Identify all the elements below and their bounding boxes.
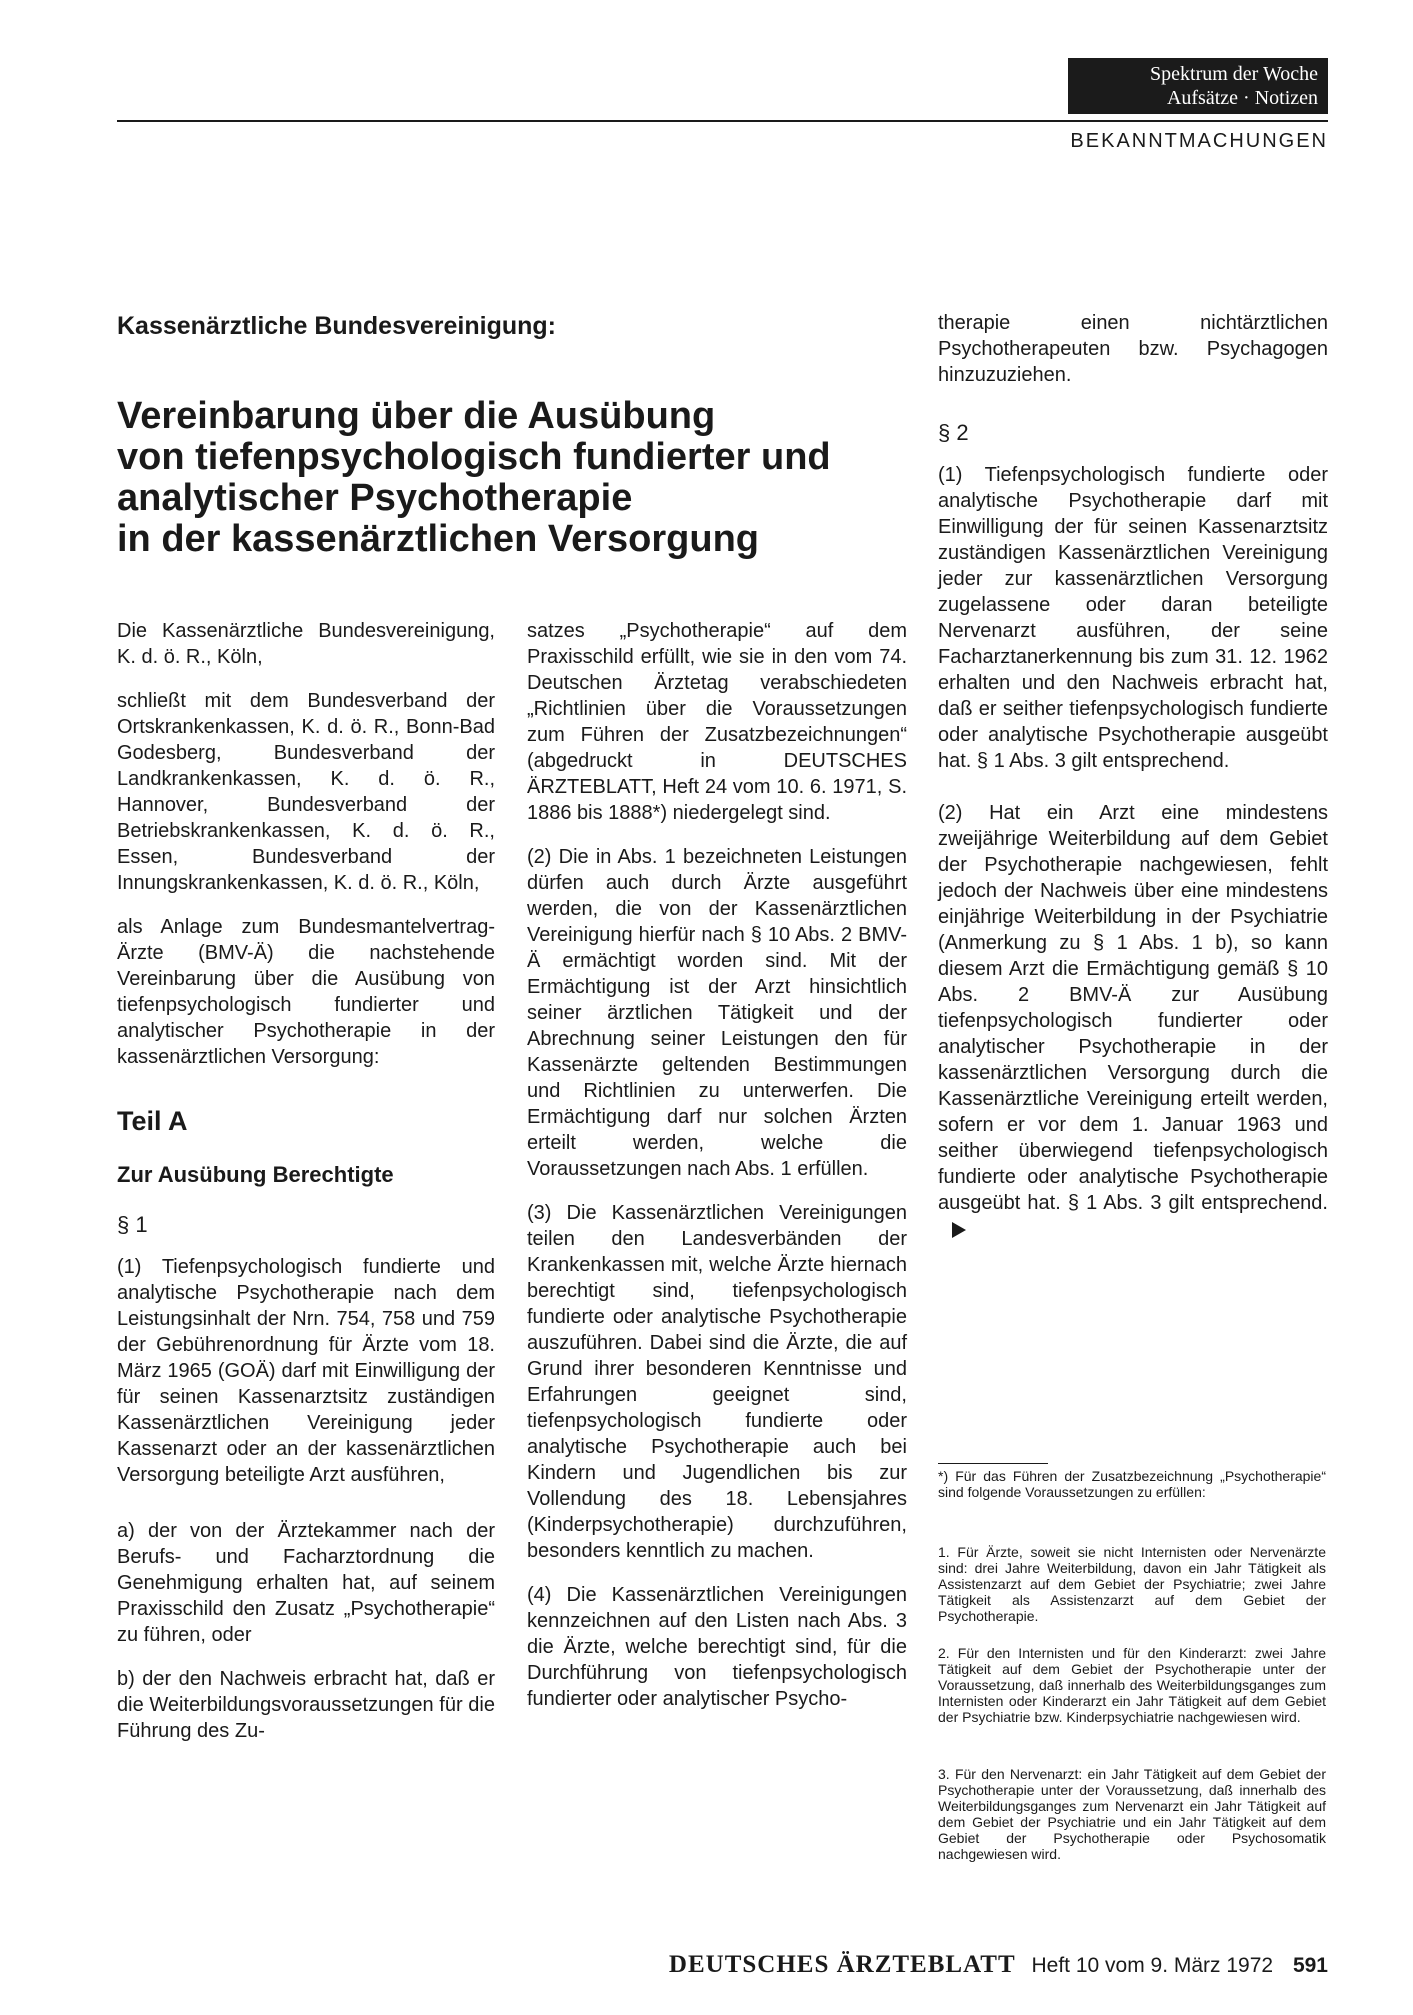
section-badge (1068, 58, 1328, 114)
column-1 (117, 618, 495, 1762)
article-kicker: Kassenärztliche Bundesvereinigung: (117, 312, 557, 340)
section-badge-line1: Spektrum der Woche (1150, 63, 1318, 85)
teil-heading: Teil A (117, 1106, 188, 1136)
title-line: Vereinbarung über die Ausübung (117, 395, 716, 437)
journal-name: DEUTSCHES ÄRZTEBLATT (668, 1951, 1016, 1978)
title-line: analytischer Psychotherapie (117, 477, 633, 519)
title-line: von tiefenpsychologisch fundierter und (117, 436, 831, 478)
col1-paragraph: als Anlage zum Bundesmantelvertrag-Ärzte (BMV-Ä) die nachstehende Vereinbarung über die Ausübung von tiefenpsychologisch fundierter und analytischer Psychotherapie in der kassenärztlichen Versorgung: (117, 916, 495, 1068)
issue-info: Heft 10 vom 9. März 1972 (1031, 1954, 1274, 1977)
col3-paragraph-text: (2) Hat ein Arzt eine mindestens zweijährige Weiterbildung auf dem Gebiet der Psychotherapie nachgewiesen, fehlt jedoch der Nachweis über eine mindestens einjährige Weiterbildung in der Psychiatrie (Anmerkung zu § 1 Abs. 1 b), so kann diesem Arzt die Ermächtigung gemäß § 10 Abs. 2 BMV-Ä zur Ausübung tiefenpsychologisch fundierter oder analytischer Psychotherapie in der kassenärztlichen Versorgung durch die Kassenärztliche Vereinigung erteilt werden, sofern er vor dem 1. Januar 1963 und seither überwiegend tiefenpsychologisch fundierte oder analytische Psychotherapie ausgeübt hat. § 1 Abs. 3 gilt entsprechend. (938, 802, 1328, 1214)
title-line: in der kassenärztlichen Versorgung (117, 518, 759, 560)
section-label: BEKANNTMACHUNGEN (1070, 130, 1328, 152)
footnote: 3. Für den Nervenarzt: ein Jahr Tätigkeit auf dem Gebiet der Psychotherapie unter der Voraussetzung, daß innerhalb des Weiterbildungsganges zum Nervenarzt ein Jahr Tätigkeit auf dem Gebiet der Psychiatrie und ein Jahr Tätigkeit auf dem Gebiet der Psychotherapie oder Psychosomatik nachgewiesen wird. (938, 1766, 1326, 1862)
col2-paragraph: satzes „Psychotherapie“ auf dem Praxisschild erfüllt, wie sie in den vom 74. Deutschen Ärztetag verabschiedeten „Richtlinien über die Voraussetzungen zum Führen der Zusatzbezeichnungen“ (abgedruckt in DEUTSCHES ÄRZTEBLATT, Heft 24 vom 10. 6. 1971, S. 1886 bis 1888*) niedergelegt sind. (527, 620, 907, 824)
footnote: *) Für das Führen der Zusatzbezeichnung „Psychotherapie“ sind folgende Voraussetzungen zu erfüllen: (938, 1468, 1326, 1500)
paragraph-symbol-1: § 1 (117, 1212, 148, 1237)
article-title (117, 396, 937, 560)
col3-paragraph: therapie einen nichtärztlichen Psychotherapeuten bzw. Psychagogen hinzuzuziehen. (938, 312, 1328, 386)
footnote: 1. Für Ärzte, soweit sie nicht Internisten oder Nervenärzte sind: drei Jahre Weiterbildung, davon ein Jahr Tätigkeit als Assistenzarzt auf dem Gebiet der Psychiatrie; zwei Jahre Tätigkeit als Assistenzarzt auf dem Gebiet der Psychotherapie. (938, 1544, 1326, 1624)
footnote-rule (938, 1463, 1048, 1464)
paragraph-symbol-2: § 2 (938, 420, 969, 445)
page-number: 591 (1292, 1954, 1328, 1977)
col1-paragraph: schließt mit dem Bundesverband der Ortskrankenkassen, K. d. ö. R., Bonn-Bad Godesberg, Bundesverband der Landkrankenkassen, K. d. ö. R., Hannover, Bundesverband der Betriebskrankenkassen, K. d. ö. R., Essen, Bundesverband der Innungskrankenkassen, K. d. ö. R., Köln, (117, 690, 495, 894)
col1-paragraph: b) der den Nachweis erbracht hat, daß er die Weiterbildungsvoraussetzungen für die Führung des Zu- (117, 1668, 495, 1742)
subheading: Zur Ausübung Berechtigte (117, 1162, 394, 1187)
continue-arrow-icon (952, 1222, 966, 1238)
col3-paragraph: (1) Tiefenpsychologisch fundierte oder analytische Psychotherapie darf mit Einwilligung der für seinen Kassenarztsitz zuständigen Kassenärztlichen Vereinigung jeder zur kassenärztlichen Versorgung zugelassene oder daran beteiligte Nervenarzt ausführen, der seine Facharztanerkennung bis zum 31. 12. 1962 erhalten und den Nachweis erbracht hat, daß er seither tiefenpsychologisch fundierte oder analytische Psychotherapie ausgeübt hat. § 1 Abs. 3 gilt entsprechend. (938, 464, 1328, 772)
col1-paragraph: (1) Tiefenpsychologisch fundierte und analytische Psychotherapie nach dem Leistungsinhalt der Nrn. 754, 758 und 759 der Gebührenordnung für Ärzte vom 18. März 1965 (GOÄ) darf mit Einwilligung der für seinen Kassenarztsitz zuständigen Kassenärztlichen Vereinigung jeder Kassenarzt oder an der kassenärztlichen Versorgung beteiligte Arzt ausführen, (117, 1256, 495, 1486)
page-footer (560, 1951, 1328, 1979)
col1-paragraph: a) der von der Ärztekammer nach der Berufs- und Facharztordnung die Genehmigung erhalten hat, auf seinem Praxisschild den Zusatz „Psychotherapie“ zu führen, oder (117, 1520, 495, 1646)
col3-paragraph (938, 800, 1328, 1242)
col1-paragraph: Die Kassenärztliche Bundesvereinigung, K. d. ö. R., Köln, (117, 620, 495, 668)
col2-paragraph: (3) Die Kassenärztlichen Vereinigungen teilen den Landesverbänden der Krankenkassen mit, welche Ärzte hiernach berechtigt sind, tiefenpsychologisch fundierte oder analytische Psychotherapie auszuführen. Dabei sind die Ärzte, die auf Grund ihrer besonderen Kenntnisse und Erfahrungen geeignet sind, tiefenpsychologisch fundierte oder analytische Psychotherapie auch bei Kindern und Jugendlichen bis zur Vollendung des 18. Lebensjahres (Kinderpsychotherapie) durchzuführen, besonders kenntlich zu machen. (527, 1202, 907, 1562)
col2-paragraph: (2) Die in Abs. 1 bezeichneten Leistungen dürfen auch durch Ärzte ausgeführt werden, die von der Kassenärztlichen Vereinigung hierfür nach § 10 Abs. 2 BMV-Ä ermächtigt worden sind. Mit der Ermächtigung ist der Arzt hinsichtlich seiner ärztlichen Tätigkeit und der Abrechnung seiner Leistungen den für Kassenärzte geltenden Bestimmungen und Richtlinien zu unterwerfen. Die Ermächtigung darf nur solchen Ärzten erteilt werden, welche die Voraussetzungen nach Abs. 1 erfüllen. (527, 846, 907, 1180)
col2-paragraph: (4) Die Kassenärztlichen Vereinigungen kennzeichnen auf den Listen nach Abs. 3 die Ärzte, welche berechtigt sind, für die Durchführung von tiefenpsychologisch fundierter oder analytischer Psycho- (527, 1584, 907, 1710)
column-2 (527, 618, 907, 1730)
footnote: 2. Für den Internisten und für den Kinderarzt: zwei Jahre Tätigkeit auf dem Gebiet der Psychotherapie unter der Voraussetzung, daß innerhalb des Weiterbildungsganges zum Internisten oder Kinderarzt ein Jahr Tätigkeit auf dem Gebiet der Psychiatrie bzw. Kinderpsychiatrie nachgewiesen wird. (938, 1645, 1326, 1725)
section-badge-line2: Aufsätze · Notizen (1166, 87, 1318, 109)
column-3 (938, 310, 1328, 1260)
header-rule (117, 120, 1328, 122)
